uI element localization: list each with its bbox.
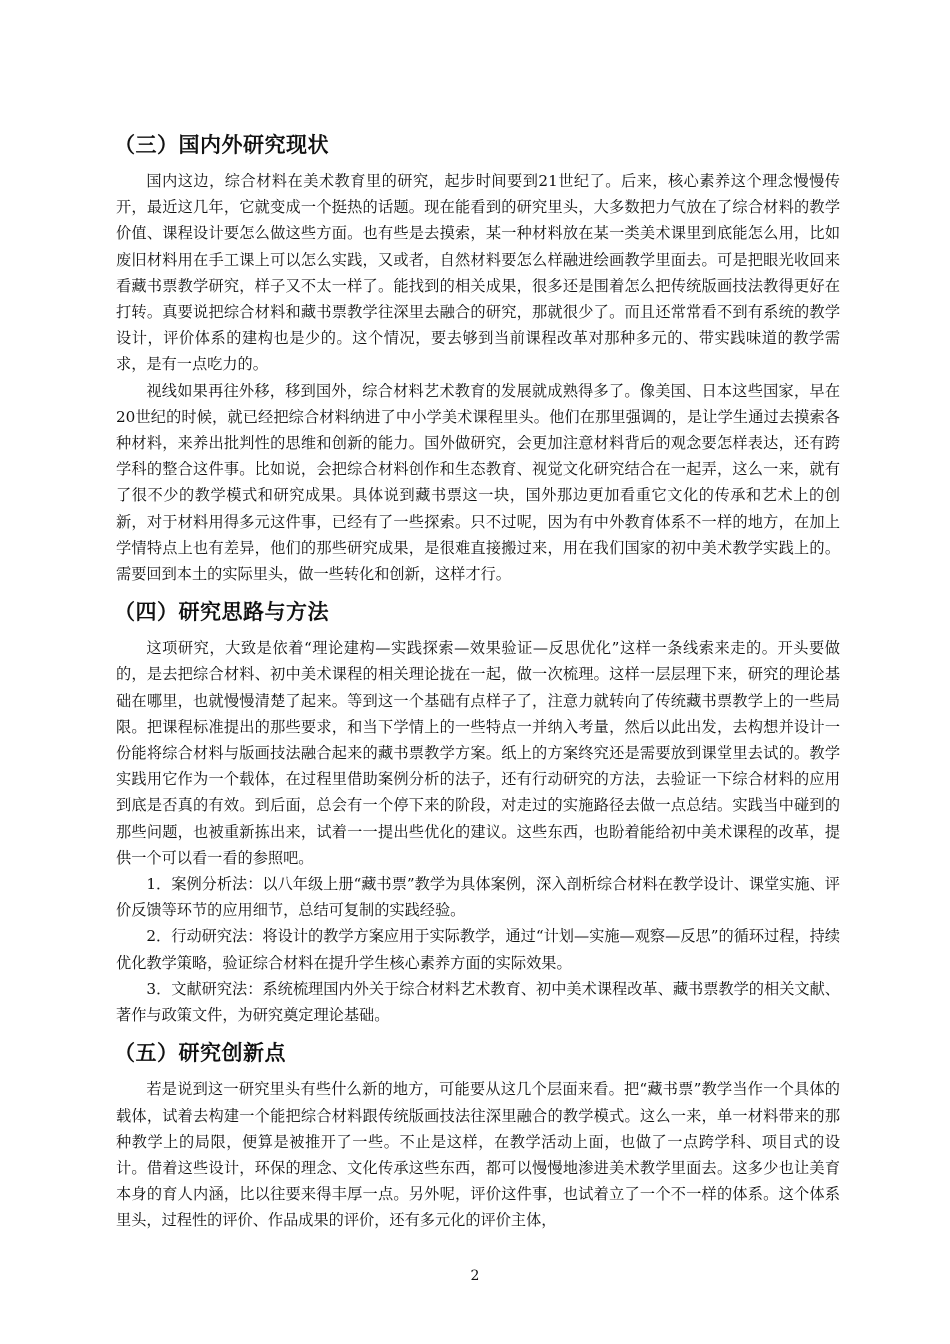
section-research-approach-methods [116, 595, 840, 1028]
section-innovation-points [116, 1036, 840, 1233]
method-item: 2．行动研究法：将设计的教学方案应用于实际教学，通过“计划—实施—观察—反思”的循环过程，持续优化教学策略，验证综合材料在提升学生核心素养方面的实际效果。 [116, 927, 840, 972]
section-heading: （四）研究思路与方法 [114, 600, 329, 625]
page-content [116, 128, 840, 1242]
paragraph: 国内这边，综合材料在美术教育里的研究，起步时间要到21世纪了。后来，核心素养这个理念慢慢传开，最近这几年，它就变成一个挺热的话题。现在能看到的研究里头，大多数把力气放在了综合材料的教学价值、课程设计要怎么做这些方面。也有些是去摸索，某一种材料放在某一类美术课里到底能怎么用，比如废旧材料用在手工课上可以怎么实践，又或者，自然材料要怎么样融进绘画教学里面去。可是把眼光收回来看藏书票教学研究，样子又不太一样了。能找到的相关成果，很多还是围着怎么把传统版画技法教得更好在打转。真要说把综合材料和藏书票教学往深里去融合的研究，那就很少了。而且还常常看不到有系统的教学设计，评价体系的建构也是少的。这个情况，要去够到当前课程改革对那种多元的、带实践味道的教学需求，是有一点吃力的。 [116, 172, 840, 374]
paragraph: 视线如果再往外移，移到国外，综合材料艺术教育的发展就成熟得多了。像美国、日本这些国家，早在20世纪的时候，就已经把综合材料纳进了中小学美术课程里头。他们在那里强调的，是让学生通过去摸索各种材料，来养出批判性的思维和创新的能力。国外做研究，会更加注意材料背后的观念要怎样表达，还有跨学科的整合这件事。比如说，会把综合材料创作和生态教育、视觉文化研究结合在一起弄，这么一来，就有了很不少的教学模式和研究成果。具体说到藏书票这一块，国外那边更加看重它文化的传承和艺术上的创新，对于材料用得多元这件事，已经有了一些探索。只不过呢，因为有中外教育体系不一样的地方，在加上学情特点上也有差异，他们的那些研究成果，是很难直接搬过来，用在我们国家的初中美术教学实践上的。需要回到本土的实际里头，做一些转化和创新，这样才行。 [116, 381, 840, 584]
page-number: 2 [470, 1268, 480, 1284]
method-item: 3．文献研究法：系统梳理国内外关于综合材料艺术教育、初中美术课程改革、藏书票教学的相关文献、著作与政策文件，为研究奠定理论基础。 [116, 979, 840, 1025]
section-heading: （五）研究创新点 [114, 1041, 286, 1066]
paragraph: 这项研究，大致是依着“理论建构—实践探索—效果验证—反思优化”这样一条线索来走的。开头要做的，是去把综合材料、初中美术课程的相关理论拢在一起，做一次梳理。这样一层层理下来，研究的理论基础在哪里，也就慢慢清楚了起来。等到这一个基础有点样子了，注意力就转向了传统藏书票教学上的一些局限。把课程标准提出的那些要求，和当下学情上的一些特点一并纳入考量，然后以此出发，去构想并设计一份能将综合材料与版画技法融合起来的藏书票教学方案。纸上的方案终究还是需要放到课堂里去试的。教学实践用它作为一个载体，在过程里借助案例分析的法子，还有行动研究的方法，去验证一下综合材料的应用到底是否真的有效。到后面，总会有一个停下来的阶段，对走过的实施路径去做一点总结。实践当中碰到的那些问题，也被重新拣出来，试着一一提出些优化的建议。这些东西，也盼着能给初中美术课程的改革，提供一个可以看一看的参照吧。 [116, 639, 840, 867]
paragraph: 若是说到这一研究里头有些什么新的地方，可能要从这几个层面来看。把“藏书票”教学当作一个具体的载体，试着去构建一个能把综合材料跟传统版画技法往深里融合的教学模式。这么一来，单一材料带来的那种教学上的局限，便算是被推开了一些。不止是这样，在教学活动上面，也做了一点跨学科、项目式的设计。借着这些设计，环保的理念、文化传承这些东西，都可以慢慢地渗进美术教学里面去。这多少也让美育本身的育人内涵，比以往要来得丰厚一点。另外呢，评价这件事，也试着立了一个不一样的体系。这个体系里头，过程性的评价、作品成果的评价，还有多元化的评价主体， [116, 1080, 840, 1230]
section-domestic-foreign-status [116, 128, 840, 587]
section-heading: （三）国内外研究现状 [114, 133, 329, 157]
method-item: 1．案例分析法：以八年级上册“藏书票”教学为具体案例，深入剖析综合材料在教学设计、课堂实施、评价反馈等环节的应用细节，总结可复制的实践经验。 [116, 875, 840, 920]
